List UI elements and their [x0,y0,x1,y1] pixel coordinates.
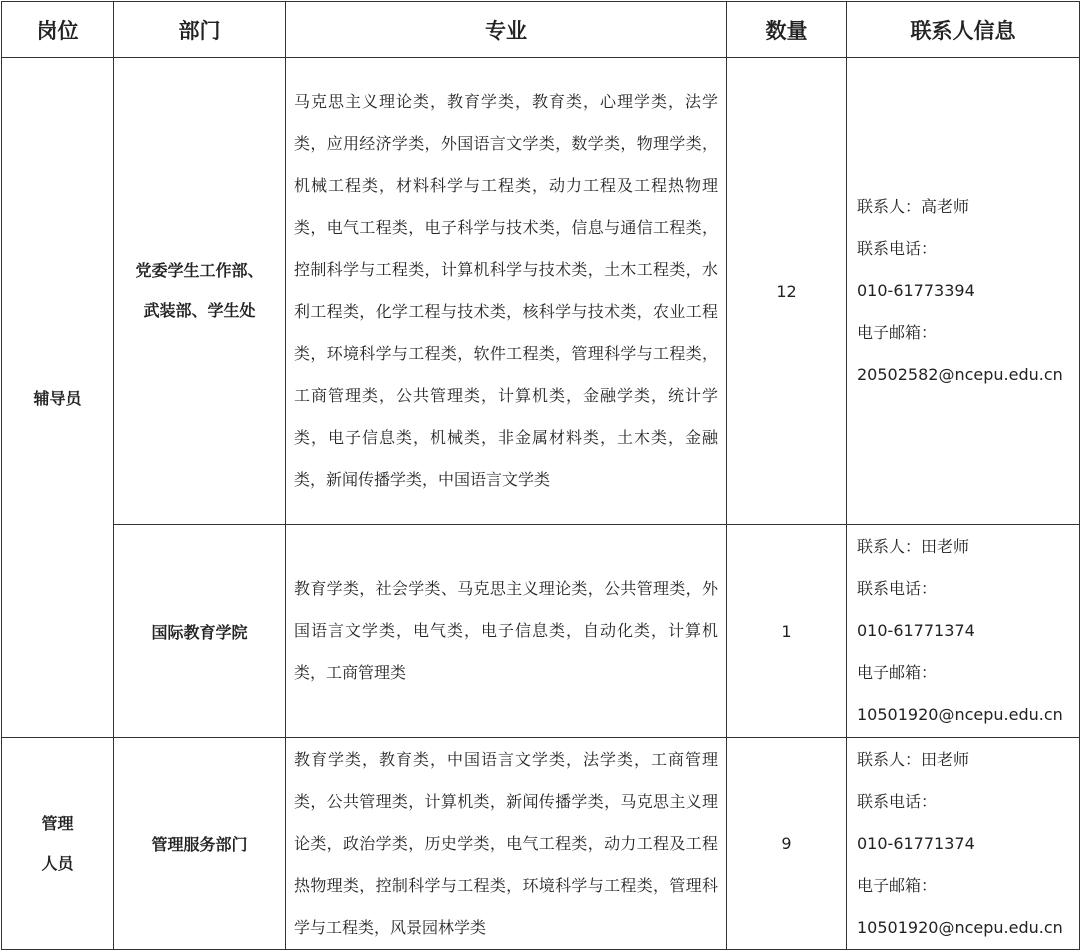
position-line: 管理 [41,813,74,833]
table-row [2,58,1080,525]
contact-email: 20502582@ncepu.edu.cn [857,365,1063,384]
header-row [2,2,1080,58]
contact-email-label: 电子邮箱： [857,323,938,342]
header-count: 数量 [727,2,847,58]
contact-cell [847,58,1080,525]
contact-email: 10501920@ncepu.edu.cn [857,705,1063,724]
count-cell [727,525,847,738]
header-department: 部门 [114,2,286,58]
contact-cell [847,525,1080,738]
major-text: 教育学类，社会学类、马克思主义理论类，公共管理类，外国语言文学类，电气类，电子信息类，自动化类，计算机类，工商管理类 [294,579,718,682]
contact-person: 联系人：高老师 [857,197,970,216]
position-line: 人员 [41,853,74,873]
count-text: 9 [781,834,792,853]
header-position: 岗位 [2,2,114,58]
contact-cell [847,738,1080,950]
table-row [2,525,1080,738]
contact-phone-label: 联系电话： [857,239,938,258]
department-cell [114,58,286,525]
table-row [2,738,1080,950]
recruitment-table [1,1,1080,950]
contact-email-label: 电子邮箱： [857,875,938,895]
department-line: 管理服务部门 [151,835,248,854]
contact-phone: 010-61771374 [857,621,975,640]
contact-phone: 010-61773394 [857,281,975,300]
contact-person: 联系人：田老师 [857,749,970,769]
contact-email-label: 电子邮箱： [857,663,938,682]
count-cell [727,58,847,525]
department-line: 国际教育学院 [151,622,248,642]
major-cell [286,738,727,950]
position-text: 辅导员 [33,389,82,408]
header-contact: 联系人信息 [847,2,1080,58]
count-text: 12 [776,281,797,301]
department-cell [114,738,286,950]
major-text: 马克思主义理论类，教育学类，教育类，心理学类，法学类，应用经济学类，外国语言文学类，数学类，物理学类，机械工程类，材料科学与工程类，动力工程及工程热物理类，电气工程类，电子科学与技术类，信息与通信工程类，控制科学与工程类，计算机科学与技术类，土木工程类，水利工程类，化学工程与技术类，核科学与技术类，农业工程类，环境科学与工程类，软件工程类，管理科学与工程类，工商管理类，公共管理类，计算机类，金融学类，统计学类，电子信息类，机械类，非金属材料类，土木类，金融类，新闻传播学类，中国语言文学类 [294,92,718,489]
contact-phone-label: 联系电话： [857,791,938,811]
contact-phone: 010-61771374 [857,833,975,853]
major-cell [286,525,727,738]
count-text: 1 [781,621,792,641]
department-line: 党委学生工作部、 [135,261,264,280]
count-cell [727,738,847,950]
major-text: 教育学类，教育类，中国语言文学类，法学类，工商管理类，公共管理类，计算机类，新闻传播学类，马克思主义理论类，政治学类，历史学类，电气工程类，动力工程及工程热物理类，控制科学与工程类，环境科学与工程类，管理科学与工程类，风景园林学类 [294,749,718,937]
contact-phone-label: 联系电话： [857,579,938,598]
contact-email: 10501920@ncepu.edu.cn [857,917,1063,937]
contact-person: 联系人：田老师 [857,537,970,556]
position-cell [2,738,114,950]
header-major: 专业 [286,2,727,58]
major-cell [286,58,727,525]
department-cell [114,525,286,738]
position-cell [2,58,114,738]
department-line: 武装部、学生处 [143,301,256,320]
